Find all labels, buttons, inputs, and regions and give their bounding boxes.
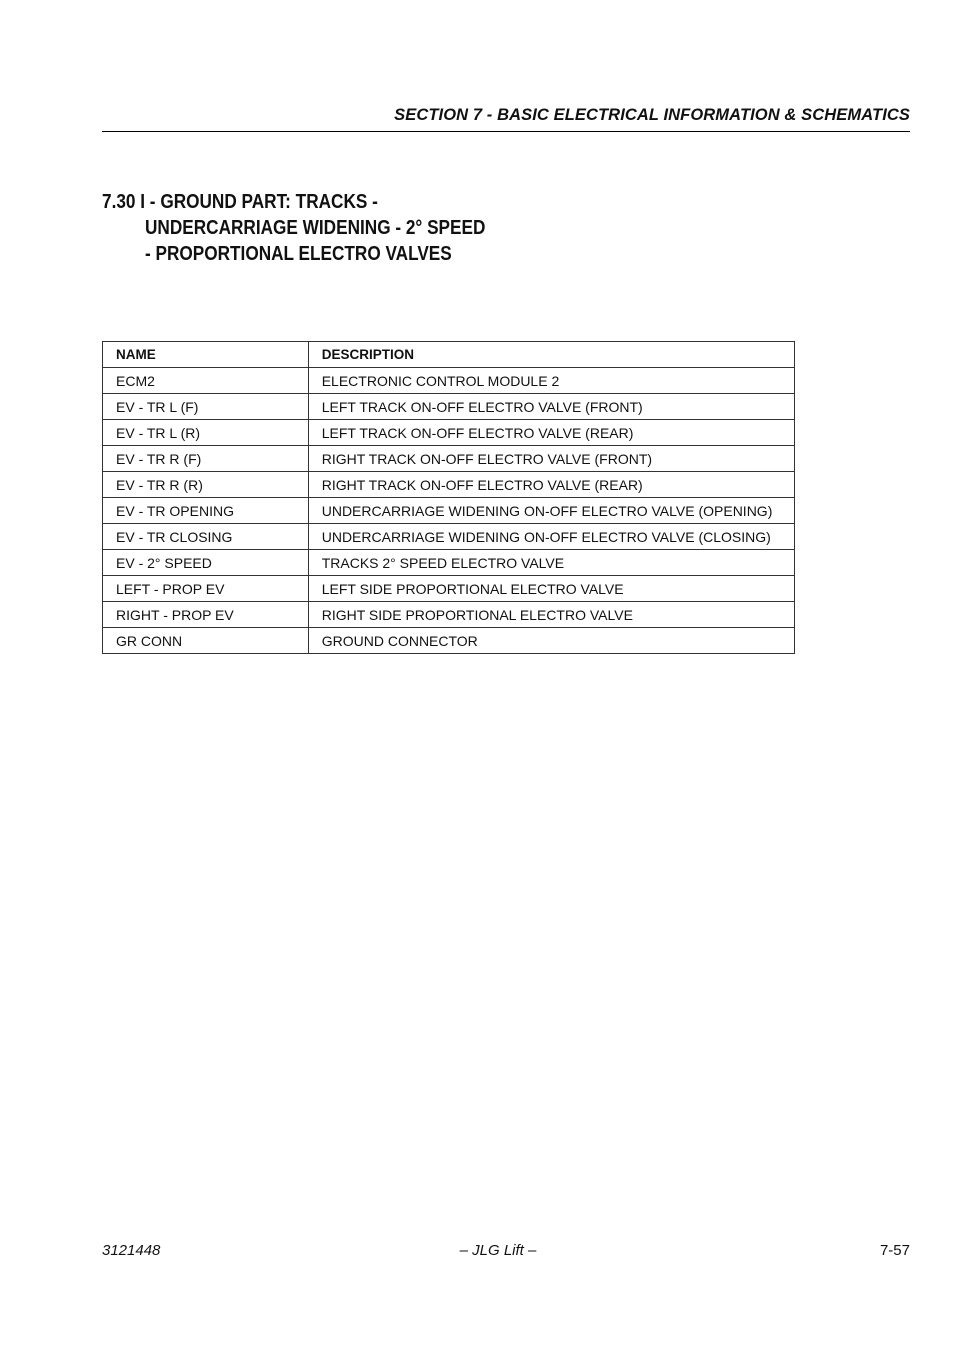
table-row xyxy=(103,524,795,550)
cell-name: EV - TR L (R) xyxy=(103,420,309,446)
cell-name: EV - TR R (R) xyxy=(103,472,309,498)
heading-line-2: UNDERCARRIAGE WIDENING - 2° SPEED xyxy=(145,217,486,240)
cell-description: ELECTRONIC CONTROL MODULE 2 xyxy=(308,368,794,394)
cell-name: RIGHT - PROP EV xyxy=(103,602,309,628)
section-header: SECTION 7 - BASIC ELECTRICAL INFORMATION & SCHEMATICS xyxy=(394,106,910,124)
table-row xyxy=(103,498,795,524)
cell-description: TRACKS 2° SPEED ELECTRO VALVE xyxy=(308,550,794,576)
footer-brand: – JLG Lift – xyxy=(459,1242,537,1259)
table-row xyxy=(103,628,795,654)
table-row xyxy=(103,420,795,446)
cell-description: LEFT TRACK ON-OFF ELECTRO VALVE (REAR) xyxy=(308,420,794,446)
heading-line-1: 7.30 I - GROUND PART: TRACKS - xyxy=(102,191,378,214)
component-table xyxy=(102,341,795,654)
table-row xyxy=(103,576,795,602)
cell-name: EV - TR R (F) xyxy=(103,446,309,472)
table-row xyxy=(103,368,795,394)
cell-name: EV - TR OPENING xyxy=(103,498,309,524)
column-header-name: NAME xyxy=(103,342,309,368)
cell-description: UNDERCARRIAGE WIDENING ON-OFF ELECTRO VALVE (CLOSING) xyxy=(308,524,794,550)
table-row xyxy=(103,394,795,420)
cell-name: EV - 2° SPEED xyxy=(103,550,309,576)
cell-description: LEFT TRACK ON-OFF ELECTRO VALVE (FRONT) xyxy=(308,394,794,420)
cell-description: RIGHT TRACK ON-OFF ELECTRO VALVE (FRONT) xyxy=(308,446,794,472)
table-row xyxy=(103,446,795,472)
cell-description: UNDERCARRIAGE WIDENING ON-OFF ELECTRO VALVE (OPENING) xyxy=(308,498,794,524)
cell-name: EV - TR L (F) xyxy=(103,394,309,420)
header-divider xyxy=(102,131,910,132)
cell-description: RIGHT TRACK ON-OFF ELECTRO VALVE (REAR) xyxy=(308,472,794,498)
footer-doc-number: 3121448 xyxy=(102,1242,161,1259)
column-header-description: DESCRIPTION xyxy=(308,342,794,368)
table-row xyxy=(103,550,795,576)
cell-name: LEFT - PROP EV xyxy=(103,576,309,602)
table-header-row xyxy=(103,342,795,368)
table-row xyxy=(103,602,795,628)
section-heading xyxy=(102,189,485,267)
cell-name: ECM2 xyxy=(103,368,309,394)
cell-description: LEFT SIDE PROPORTIONAL ELECTRO VALVE xyxy=(308,576,794,602)
footer-page-number: 7-57 xyxy=(879,1242,910,1259)
cell-name: GR CONN xyxy=(103,628,309,654)
table-row xyxy=(103,472,795,498)
cell-description: GROUND CONNECTOR xyxy=(308,628,794,654)
heading-line-3: - PROPORTIONAL ELECTRO VALVES xyxy=(145,243,452,266)
cell-description: RIGHT SIDE PROPORTIONAL ELECTRO VALVE xyxy=(308,602,794,628)
cell-name: EV - TR CLOSING xyxy=(103,524,309,550)
